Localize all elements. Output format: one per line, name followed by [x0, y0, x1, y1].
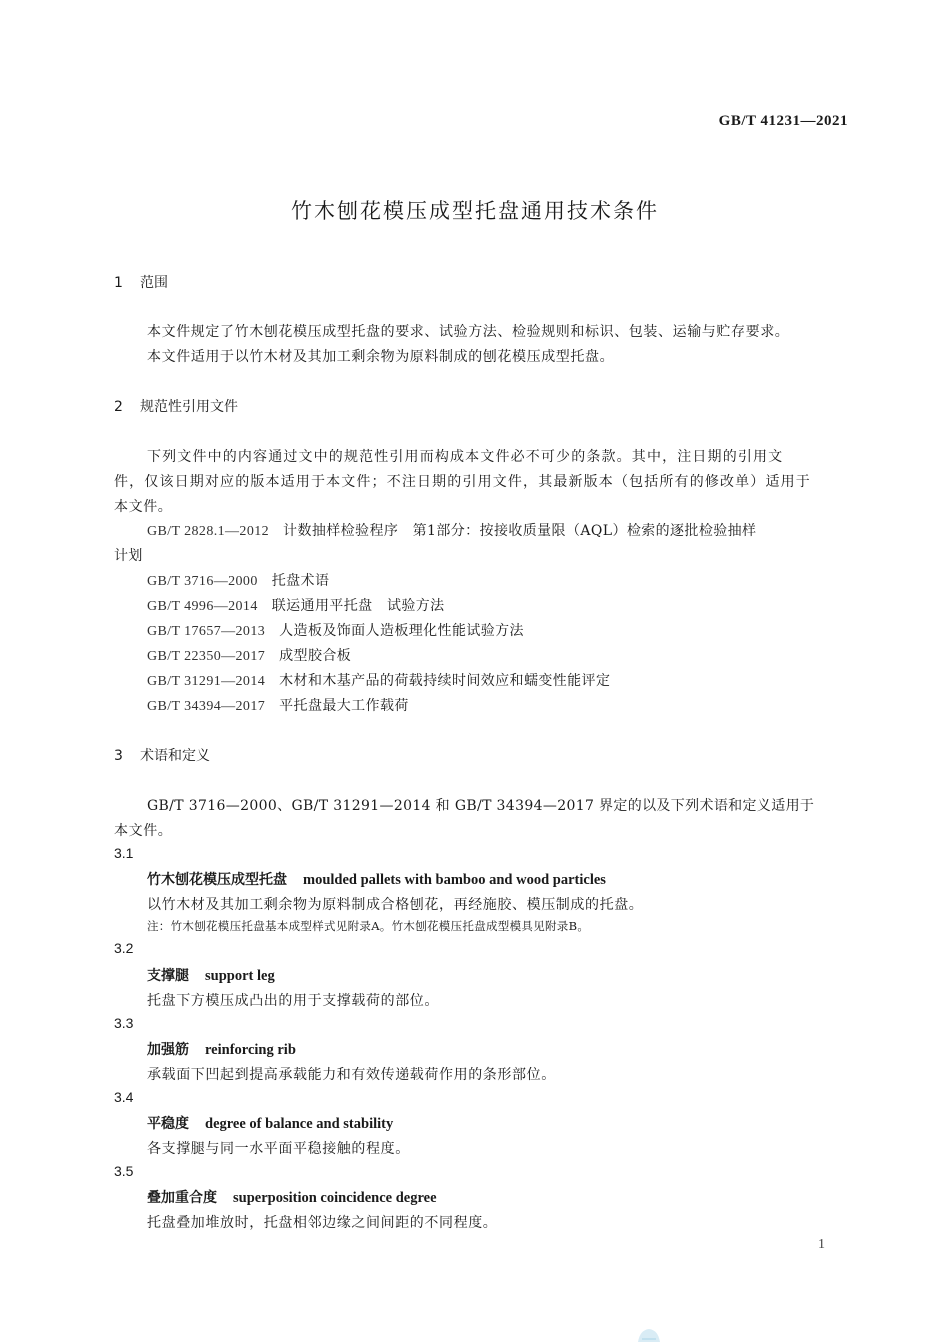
- term-chinese: 支撑腿: [147, 968, 189, 984]
- term-entry: [147, 1113, 393, 1133]
- reference-item: [147, 570, 329, 590]
- paragraph-line: 本文件。: [114, 499, 173, 515]
- section-heading-1: [114, 272, 168, 292]
- page-number: 1: [818, 1237, 825, 1252]
- section-number: 3: [114, 748, 123, 764]
- clause-number: 3.3: [114, 1015, 134, 1031]
- paragraph-line: 件，仅该日期对应的版本适用于本文件；不注日期的引用文件，其最新版本（包括所有的修改单）适用于: [114, 474, 811, 490]
- section-title: 规范性引用文件: [140, 399, 238, 415]
- term-definition: 承载面下凹起到提高承载能力和有效传递载荷作用的条形部位。: [147, 1067, 556, 1083]
- term-definition: 托盘叠加堆放时，托盘相邻边缘之间间距的不同程度。: [147, 1215, 498, 1231]
- reference-title: 联运通用平托盘 试验方法: [271, 598, 445, 614]
- reference-code: GB/T 17657—2013: [147, 624, 266, 639]
- watermark-logo-icon: [636, 1326, 662, 1344]
- reference-title-continued: 计划: [114, 548, 143, 564]
- term-english: reinforcing rib: [205, 1042, 296, 1058]
- term-english: superposition coincidence degree: [233, 1190, 437, 1206]
- term-chinese: 竹木刨花模压成型托盘: [147, 872, 287, 888]
- reference-item: [147, 520, 756, 540]
- document-title: 竹木刨花模压成型托盘通用技术条件: [291, 199, 659, 223]
- paragraph-line: 本文件规定了竹木刨花模压成型托盘的要求、试验方法、检验规则和标识、包装、运输与贮存要求。: [147, 324, 790, 340]
- reference-title: 人造板及饰面人造板理化性能试验方法: [279, 623, 524, 639]
- reference-item: [147, 595, 445, 615]
- section-number: 1: [114, 275, 123, 291]
- reference-item: [147, 670, 610, 690]
- reference-code: GB/T 4996—2014: [147, 599, 258, 614]
- reference-code: GB/T 3716—2000: [147, 574, 258, 589]
- reference-title: 平托盘最大工作载荷: [279, 698, 409, 714]
- reference-item: [147, 695, 409, 715]
- term-entry: [147, 1039, 296, 1059]
- reference-code: GB/T 2828.1—2012: [147, 524, 270, 539]
- reference-code: GB/T 22350—2017: [147, 649, 266, 664]
- reference-title: 托盘术语: [271, 573, 330, 589]
- term-definition: 各支撑腿与同一水平面平稳接触的程度。: [147, 1141, 410, 1157]
- reference-code: GB/T 31291—2014: [147, 674, 266, 689]
- term-chinese: 加强筋: [147, 1042, 189, 1058]
- term-entry: [147, 869, 606, 889]
- standard-number: GB/T 41231—2021: [718, 113, 848, 129]
- term-english: degree of balance and stability: [205, 1116, 394, 1132]
- term-chinese: 平稳度: [147, 1116, 189, 1132]
- section-title: 术语和定义: [140, 748, 210, 764]
- clause-number: 3.4: [114, 1089, 134, 1105]
- term-english: support leg: [205, 968, 275, 984]
- clause-number: 3.5: [114, 1163, 134, 1179]
- term-definition: 托盘下方模压成凸出的用于支撑载荷的部位。: [147, 993, 439, 1009]
- reference-title: 计数抽样检验程序 第1部分：按接收质量限（AQL）检索的逐批检验抽样: [283, 523, 757, 539]
- reference-title: 木材和木基产品的荷载持续时间效应和蠕变性能评定: [279, 673, 611, 689]
- term-chinese: 叠加重合度: [147, 1190, 217, 1206]
- reference-code: GB/T 34394—2017: [147, 699, 266, 714]
- term-entry: [147, 965, 275, 985]
- section-heading-2: [114, 396, 238, 416]
- reference-item: [147, 645, 351, 665]
- paragraph-line: 本文件适用于以竹木材及其加工剩余物为原料制成的刨花模压成型托盘。: [147, 349, 615, 365]
- paragraph-line: 本文件。: [114, 823, 173, 839]
- term-definition: 以竹木材及其加工剩余物为原料制成合格刨花，再经施胶、模压制成的托盘。: [147, 897, 644, 913]
- paragraph-line: GB/T 3716—2000、GB/T 31291—2014 和 GB/T 34394—2017 界定的以及下列术语和定义适用于: [147, 798, 815, 814]
- clause-number: 3.2: [114, 940, 134, 956]
- section-heading-3: [114, 745, 210, 765]
- section-number: 2: [114, 399, 123, 415]
- clause-number: 3.1: [114, 845, 134, 861]
- reference-title: 成型胶合板: [279, 648, 352, 664]
- term-note: 注：竹木刨花模压托盘基本成型样式见附录A。竹木刨花模压托盘成型模具见附录B。: [147, 919, 590, 933]
- term-english: moulded pallets with bamboo and wood particles: [303, 872, 606, 888]
- paragraph-line: 下列文件中的内容通过文中的规范性引用而构成本文件必不可少的条款。其中，注日期的引用文: [147, 449, 784, 465]
- term-entry: [147, 1187, 437, 1207]
- section-title: 范围: [140, 275, 168, 291]
- reference-item: [147, 620, 524, 640]
